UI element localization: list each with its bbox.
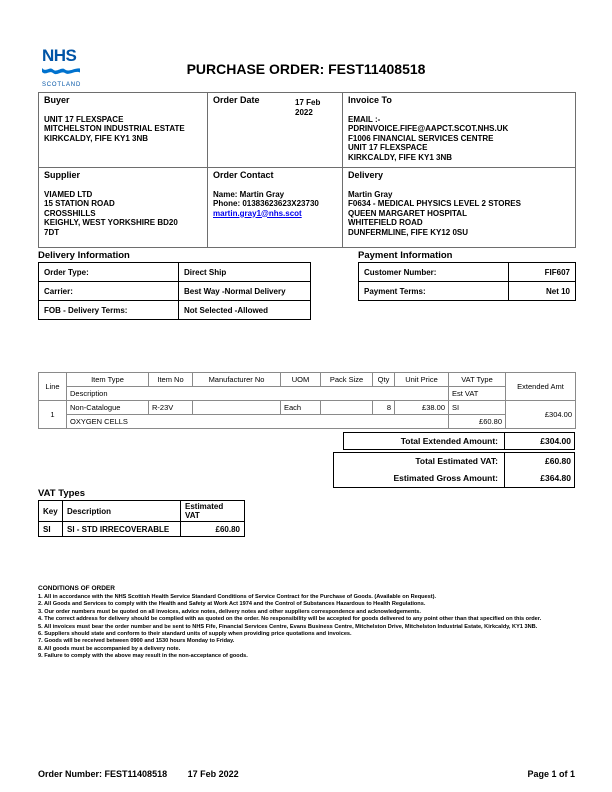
estimated-gross-amount-value: £364.80 bbox=[504, 470, 574, 487]
condition-item: 2. All Goods and Services to comply with the Health and Safety at Work Act 1974 and the Control of Substances Hazardous to Health Regulations. bbox=[38, 601, 426, 608]
vat-types-table bbox=[38, 500, 245, 537]
order-contact-cell bbox=[208, 168, 343, 248]
delivery-information-table bbox=[38, 262, 311, 320]
total-estimated-vat-value: £60.80 bbox=[504, 453, 574, 470]
nhs-scotland-label: SCOTLAND bbox=[42, 82, 82, 88]
estimated-totals-box bbox=[333, 452, 575, 488]
header-info-table bbox=[38, 92, 576, 248]
table-row bbox=[359, 282, 576, 301]
items-header-row bbox=[39, 387, 576, 401]
page-footer bbox=[38, 769, 575, 779]
vat-types-heading: VAT Types bbox=[38, 488, 85, 499]
carrier-label: Carrier: bbox=[39, 282, 179, 301]
invoice-to-label: Invoice To bbox=[348, 95, 392, 105]
total-estimated-vat-label: Total Estimated VAT: bbox=[415, 456, 498, 466]
customer-number-value: FIF607 bbox=[509, 263, 576, 282]
supplier-address-line: KEIGHLY, WEST YORKSHIRE BD20 bbox=[44, 218, 178, 227]
nhs-logo-text: NHS bbox=[42, 46, 77, 65]
buyer-cell bbox=[39, 93, 208, 168]
item-unit-price: £38.00 bbox=[395, 401, 449, 415]
supplier-label: Supplier bbox=[44, 170, 81, 180]
item-no: R-23V bbox=[149, 401, 193, 415]
table-row bbox=[39, 301, 311, 320]
delivery-address-line: QUEEN MARGARET HOSPITAL bbox=[348, 208, 467, 218]
vat-estimated-value: £60.80 bbox=[181, 522, 245, 537]
item-description: OXYGEN CELLS bbox=[67, 415, 449, 429]
item-extended-amt: £304.00 bbox=[506, 401, 576, 429]
item-manufacturer-no bbox=[193, 401, 281, 415]
item-type: Non-Catalogue bbox=[67, 401, 149, 415]
delivery-information-heading: Delivery Information bbox=[38, 250, 130, 261]
estimated-gross-amount-label: Estimated Gross Amount: bbox=[393, 473, 498, 483]
vat-description-header: Description bbox=[63, 501, 181, 522]
line-items-table bbox=[38, 372, 576, 429]
item-row bbox=[39, 401, 576, 415]
vat-key-header: Key bbox=[39, 501, 63, 522]
footer-date: 17 Feb 2022 bbox=[187, 769, 239, 779]
col-header-description: Description bbox=[67, 387, 449, 401]
condition-item: 5. All invoices must bear the order number and be sent to NHS Fife, Financial Services Centre, Evans Business Centre, Mitchelston Drive, Mitchelston Industrial Estate, Kirkcaldy, KY1 3NB. bbox=[38, 623, 538, 630]
delivery-label: Delivery bbox=[348, 170, 384, 180]
order-date-label: Order Date bbox=[213, 95, 260, 105]
vat-estimated-header: Estimated VAT bbox=[181, 501, 245, 522]
col-header-uom: UOM bbox=[281, 373, 321, 387]
estimated-gross-amount-row bbox=[334, 470, 574, 487]
col-header-extended-amt: Extended Amt bbox=[506, 373, 576, 401]
delivery-address-line: WHITEFIELD ROAD bbox=[348, 218, 423, 227]
order-contact-email-link[interactable]: martin.gray1@nhs.scot bbox=[213, 208, 302, 218]
payment-terms-value: Net 10 bbox=[509, 282, 576, 301]
vat-types-header-row bbox=[39, 501, 245, 522]
table-row bbox=[39, 282, 311, 301]
condition-item: 7. Goods will be received between 0900 and 1530 hours Monday to Friday. bbox=[38, 638, 235, 645]
order-type-label: Order Type: bbox=[39, 263, 179, 282]
vat-types-row bbox=[39, 522, 245, 537]
vat-description-value: SI - STD IRRECOVERABLE bbox=[63, 522, 181, 537]
supplier-address-line: 15 STATION ROAD bbox=[44, 199, 115, 208]
conditions-heading: CONDITIONS OF ORDER bbox=[38, 585, 115, 592]
invoice-to-line: KIRKCALDY, FIFE KY1 3NB bbox=[348, 152, 453, 162]
col-header-manufacturer-no: Manufacturer No bbox=[193, 373, 281, 387]
col-header-item-type: Item Type bbox=[67, 373, 149, 387]
conditions-of-order bbox=[38, 585, 575, 661]
invoice-to-line: PDRINVOICE.FIFE@AAPCT.SCOT.NHS.UK bbox=[348, 124, 509, 133]
customer-number-label: Customer Number: bbox=[359, 263, 509, 282]
total-extended-amount-box bbox=[343, 432, 575, 450]
condition-item: 3. Our order numbers must be quoted on all invoices, advice notes, delivery notes and other suppliers correspondence and acknowledgements. bbox=[38, 608, 421, 615]
items-header-row bbox=[39, 373, 576, 387]
col-header-qty: Qty bbox=[373, 373, 395, 387]
item-qty: 8 bbox=[373, 401, 395, 415]
table-row bbox=[39, 263, 311, 282]
order-date-cell bbox=[208, 93, 343, 168]
delivery-address-line: F0634 - MEDICAL PHYSICS LEVEL 2 STORES bbox=[348, 199, 521, 208]
payment-information-heading: Payment Information bbox=[358, 250, 453, 261]
order-type-value: Direct Ship bbox=[179, 263, 311, 282]
col-header-vat-type: VAT Type bbox=[449, 373, 506, 387]
footer-page-number: Page 1 of 1 bbox=[527, 769, 575, 779]
item-pack-size bbox=[321, 401, 373, 415]
item-uom: Each bbox=[281, 401, 321, 415]
buyer-address-line: UNIT 17 FLEXSPACE bbox=[44, 114, 124, 124]
buyer-address-line: MITCHELSTON INDUSTRIAL ESTATE bbox=[44, 124, 185, 133]
delivery-address-line: DUNFERMLINE, FIFE KY12 0SU bbox=[348, 227, 469, 237]
condition-item: 4. The correct address for delivery should be complied with as quoted on the order. No responsibility will be accepted for goods delivered to any point other than that specified on this order. bbox=[38, 616, 542, 623]
fob-delivery-terms-value: Not Selected -Allowed bbox=[179, 301, 311, 320]
item-row bbox=[39, 415, 576, 429]
invoice-to-line: EMAIL :- bbox=[348, 114, 381, 124]
invoice-to-cell bbox=[343, 93, 576, 168]
order-date-value: 17 Feb 2022 bbox=[295, 98, 321, 117]
condition-item: 8. All goods must be accompanied by a delivery note. bbox=[38, 645, 181, 652]
footer-order-number-label: Order Number: bbox=[38, 769, 103, 779]
condition-item: 9. Failure to comply with the above may result in the non-acceptance of goods. bbox=[38, 653, 248, 660]
order-contact-label: Order Contact bbox=[213, 170, 274, 180]
item-line-number: 1 bbox=[39, 401, 67, 429]
total-extended-amount-value: £304.00 bbox=[504, 433, 574, 449]
col-header-unit-price: Unit Price bbox=[395, 373, 449, 387]
buyer-label: Buyer bbox=[44, 95, 70, 105]
table-row bbox=[359, 263, 576, 282]
item-est-vat: £60.80 bbox=[449, 415, 506, 429]
invoice-to-line: F1006 FINANCIAL SERVICES CENTRE bbox=[348, 133, 494, 143]
condition-item: 6. Suppliers should state and conform to their standard units of supply when providing price quotations and invoices. bbox=[38, 631, 352, 638]
fob-delivery-terms-label: FOB - Delivery Terms: bbox=[39, 301, 179, 320]
supplier-address-line: VIAMED LTD bbox=[44, 189, 93, 199]
col-header-line: Line bbox=[39, 373, 67, 401]
col-header-item-no: Item No bbox=[149, 373, 193, 387]
invoice-to-line: UNIT 17 FLEXSPACE bbox=[348, 143, 428, 152]
payment-information-table bbox=[358, 262, 576, 301]
item-vat-type: SI bbox=[449, 401, 506, 415]
total-estimated-vat-row bbox=[334, 453, 574, 470]
buyer-address-line: KIRKCALDY, FIFE KY1 3NB bbox=[44, 133, 149, 143]
carrier-value: Best Way -Normal Delivery bbox=[179, 282, 311, 301]
order-contact-name: Name: Martin Gray bbox=[213, 189, 285, 199]
condition-item: 1. All in accordance with the NHS Scottish Health Service Standard Conditions of Service Contract for the Purchase of Goods. (Available on Request). bbox=[38, 594, 437, 600]
supplier-cell bbox=[39, 168, 208, 248]
footer-order-info bbox=[38, 769, 527, 779]
col-header-est-vat: Est VAT bbox=[449, 387, 506, 401]
footer-order-number: FEST11408518 bbox=[104, 769, 168, 779]
vat-key-value: SI bbox=[39, 522, 63, 537]
delivery-address-line: Martin Gray bbox=[348, 189, 393, 199]
supplier-address-line: CROSSHILLS bbox=[44, 208, 96, 218]
order-contact-phone: Phone: 01383623623X23730 bbox=[213, 199, 319, 208]
col-header-pack-size: Pack Size bbox=[321, 373, 373, 387]
delivery-cell bbox=[343, 168, 576, 248]
payment-terms-label: Payment Terms: bbox=[359, 282, 509, 301]
supplier-address-line: 7DT bbox=[44, 227, 60, 237]
page-title: PURCHASE ORDER: FEST11408518 bbox=[186, 61, 426, 77]
total-extended-amount-label: Total Extended Amount: bbox=[400, 436, 498, 446]
